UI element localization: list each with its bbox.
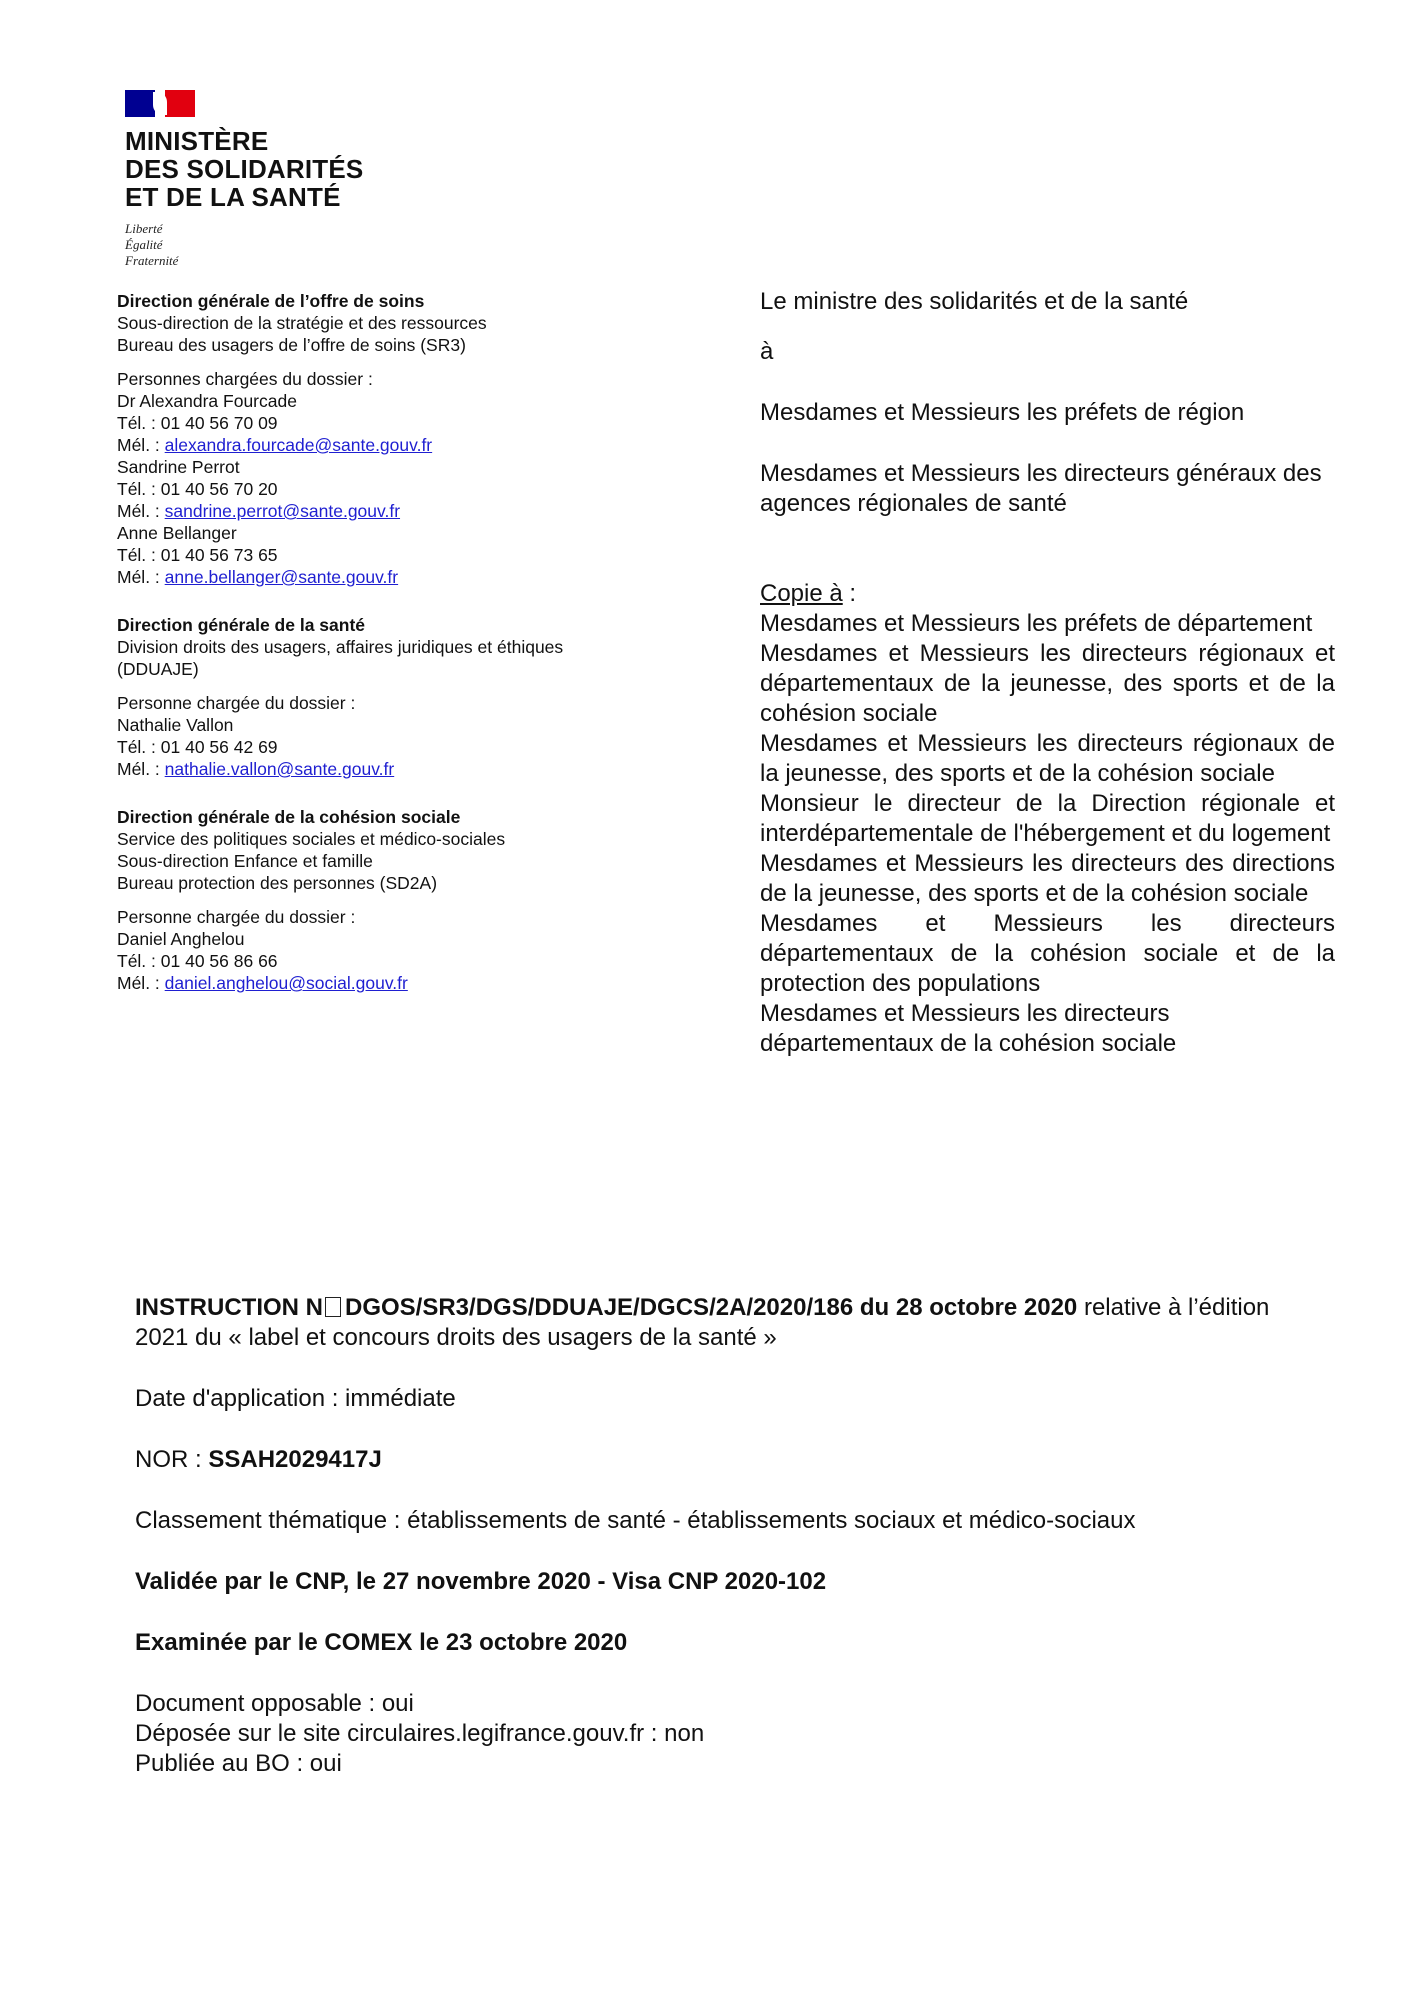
contact-name: Nathalie Vallon (117, 715, 234, 735)
date-application: Date d'application : immédiate (135, 1385, 456, 1412)
copy-recipient: Mesdames et Messieurs les directeurs régionaux de la jeunesse, des sports et de la cohésion sociale (760, 730, 1335, 787)
contact-mail-row: Mél. : daniel.anghelou@social.gouv.fr (117, 973, 408, 993)
instruction-title: INSTRUCTION N DGOS/SR3/DGS/DDUAJE/DGCS/2A/2020/186 du 28 octobre 2020 relative à l’édition 2021 du « label et concours droits des usagers de la santé » (135, 1294, 1270, 1351)
contact-phone: Tél. : 01 40 56 86 66 (117, 951, 278, 971)
contact-phone: Tél. : 01 40 56 70 09 (117, 413, 278, 433)
ministry-name (125, 127, 425, 211)
email-link[interactable]: nathalie.vallon@sante.gouv.fr (164, 759, 395, 779)
dgos-title: Direction générale de l’offre de soins (117, 291, 425, 311)
recipient-prefets-region: Mesdames et Messieurs les préfets de région (760, 399, 1245, 426)
contact-phone: Tél. : 01 40 56 42 69 (117, 737, 278, 757)
ministry-line: DES SOLIDARITÉS (125, 154, 364, 184)
copy-recipient: Monsieur le directeur de la Direction régionale et interdépartementale de l'hébergement et du logement (760, 790, 1335, 847)
dgs-division-acronym: (DDUAJE) (117, 659, 199, 679)
copy-heading: Copie à : (760, 580, 857, 607)
recipient-ars-directors: Mesdames et Messieurs les directeurs généraux des agences régionales de santé (760, 460, 1322, 517)
dgos-subdirection: Sous-direction de la stratégie et des ressources (117, 313, 487, 333)
instruction-block (135, 1293, 1305, 1779)
email-link[interactable]: anne.bellanger@sante.gouv.fr (164, 567, 399, 587)
email-link[interactable]: sandrine.perrot@sante.gouv.fr (164, 501, 401, 521)
legifrance-status: Déposée sur le site circulaires.legifrance.gouv.fr : non (135, 1720, 705, 1747)
classement-thematique: Classement thématique : établissements de santé - établissements sociaux et médico-sociaux (135, 1507, 1136, 1534)
contact-mail-row: Mél. : sandrine.perrot@sante.gouv.fr (117, 501, 401, 521)
copy-recipient: Mesdames et Messieurs les directeurs départementaux de la cohésion sociale et de la protection des populations (760, 910, 1335, 997)
contact-name: Daniel Anghelou (117, 929, 245, 949)
dgcs-service: Service des politiques sociales et médico-sociales (117, 829, 506, 849)
dgcs-title: Direction générale de la cohésion sociale (117, 807, 461, 827)
ministry-line: MINISTÈRE (125, 126, 269, 156)
contact-name: Sandrine Perrot (117, 457, 240, 477)
dgs-person-label: Personne chargée du dossier : (117, 693, 356, 713)
contact-mail-row: Mél. : nathalie.vallon@sante.gouv.fr (117, 759, 395, 779)
copy-recipient: Mesdames et Messieurs les directeurs départementaux de la cohésion sociale (760, 1000, 1177, 1057)
dgos-bureau: Bureau des usagers de l’offre de soins (SR3) (117, 335, 466, 355)
dgcs-person-label: Personne chargée du dossier : (117, 907, 356, 927)
contact-name: Dr Alexandra Fourcade (117, 391, 297, 411)
sender: Le ministre des solidarités et de la santé (760, 288, 1189, 315)
dgs-title: Direction générale de la santé (117, 615, 366, 635)
ministry-line: ET DE LA SANTÉ (125, 182, 341, 212)
recipients-column (760, 287, 1335, 1059)
dgs-division: Division droits des usagers, affaires juridiques et éthiques (117, 637, 564, 657)
to-marker: à (760, 338, 774, 365)
contact-phone: Tél. : 01 40 56 73 65 (117, 545, 278, 565)
republic-motto: Liberté Égalité Fraternité (125, 221, 179, 268)
bo-status: Publiée au BO : oui (135, 1750, 342, 1777)
contact-mail-row: Mél. : alexandra.fourcade@sante.gouv.fr (117, 435, 433, 455)
nor-line: NOR : SSAH2029417J (135, 1446, 382, 1473)
comex-review: Examinée par le COMEX le 23 octobre 2020 (135, 1629, 628, 1656)
email-link[interactable]: daniel.anghelou@social.gouv.fr (164, 973, 408, 993)
copy-recipient: Mesdames et Messieurs les préfets de département (760, 610, 1313, 637)
ministry-logo (125, 90, 425, 269)
contact-mail-row: Mél. : anne.bellanger@sante.gouv.fr (117, 567, 399, 587)
marianne-flag-icon (125, 90, 195, 117)
copy-recipient: Mesdames et Messieurs les directeurs des directions de la jeunesse, des sports et de la cohésion sociale (760, 850, 1335, 907)
cnp-validation: Validée par le CNP, le 27 novembre 2020 - Visa CNP 2020-102 (135, 1568, 827, 1595)
dgcs-bureau: Bureau protection des personnes (SD2A) (117, 873, 438, 893)
contacts-column (117, 290, 717, 994)
dgcs-subdirection: Sous-direction Enfance et famille (117, 851, 373, 871)
contact-phone: Tél. : 01 40 56 70 20 (117, 479, 278, 499)
missing-glyph-icon (325, 1297, 341, 1317)
contact-name: Anne Bellanger (117, 523, 237, 543)
copy-recipient: Mesdames et Messieurs les directeurs régionaux et départementaux de la jeunesse, des sports et de la cohésion sociale (760, 640, 1335, 727)
dgos-persons-label: Personnes chargées du dossier : (117, 369, 373, 389)
email-link[interactable]: alexandra.fourcade@sante.gouv.fr (164, 435, 433, 455)
document-opposable: Document opposable : oui (135, 1690, 414, 1717)
